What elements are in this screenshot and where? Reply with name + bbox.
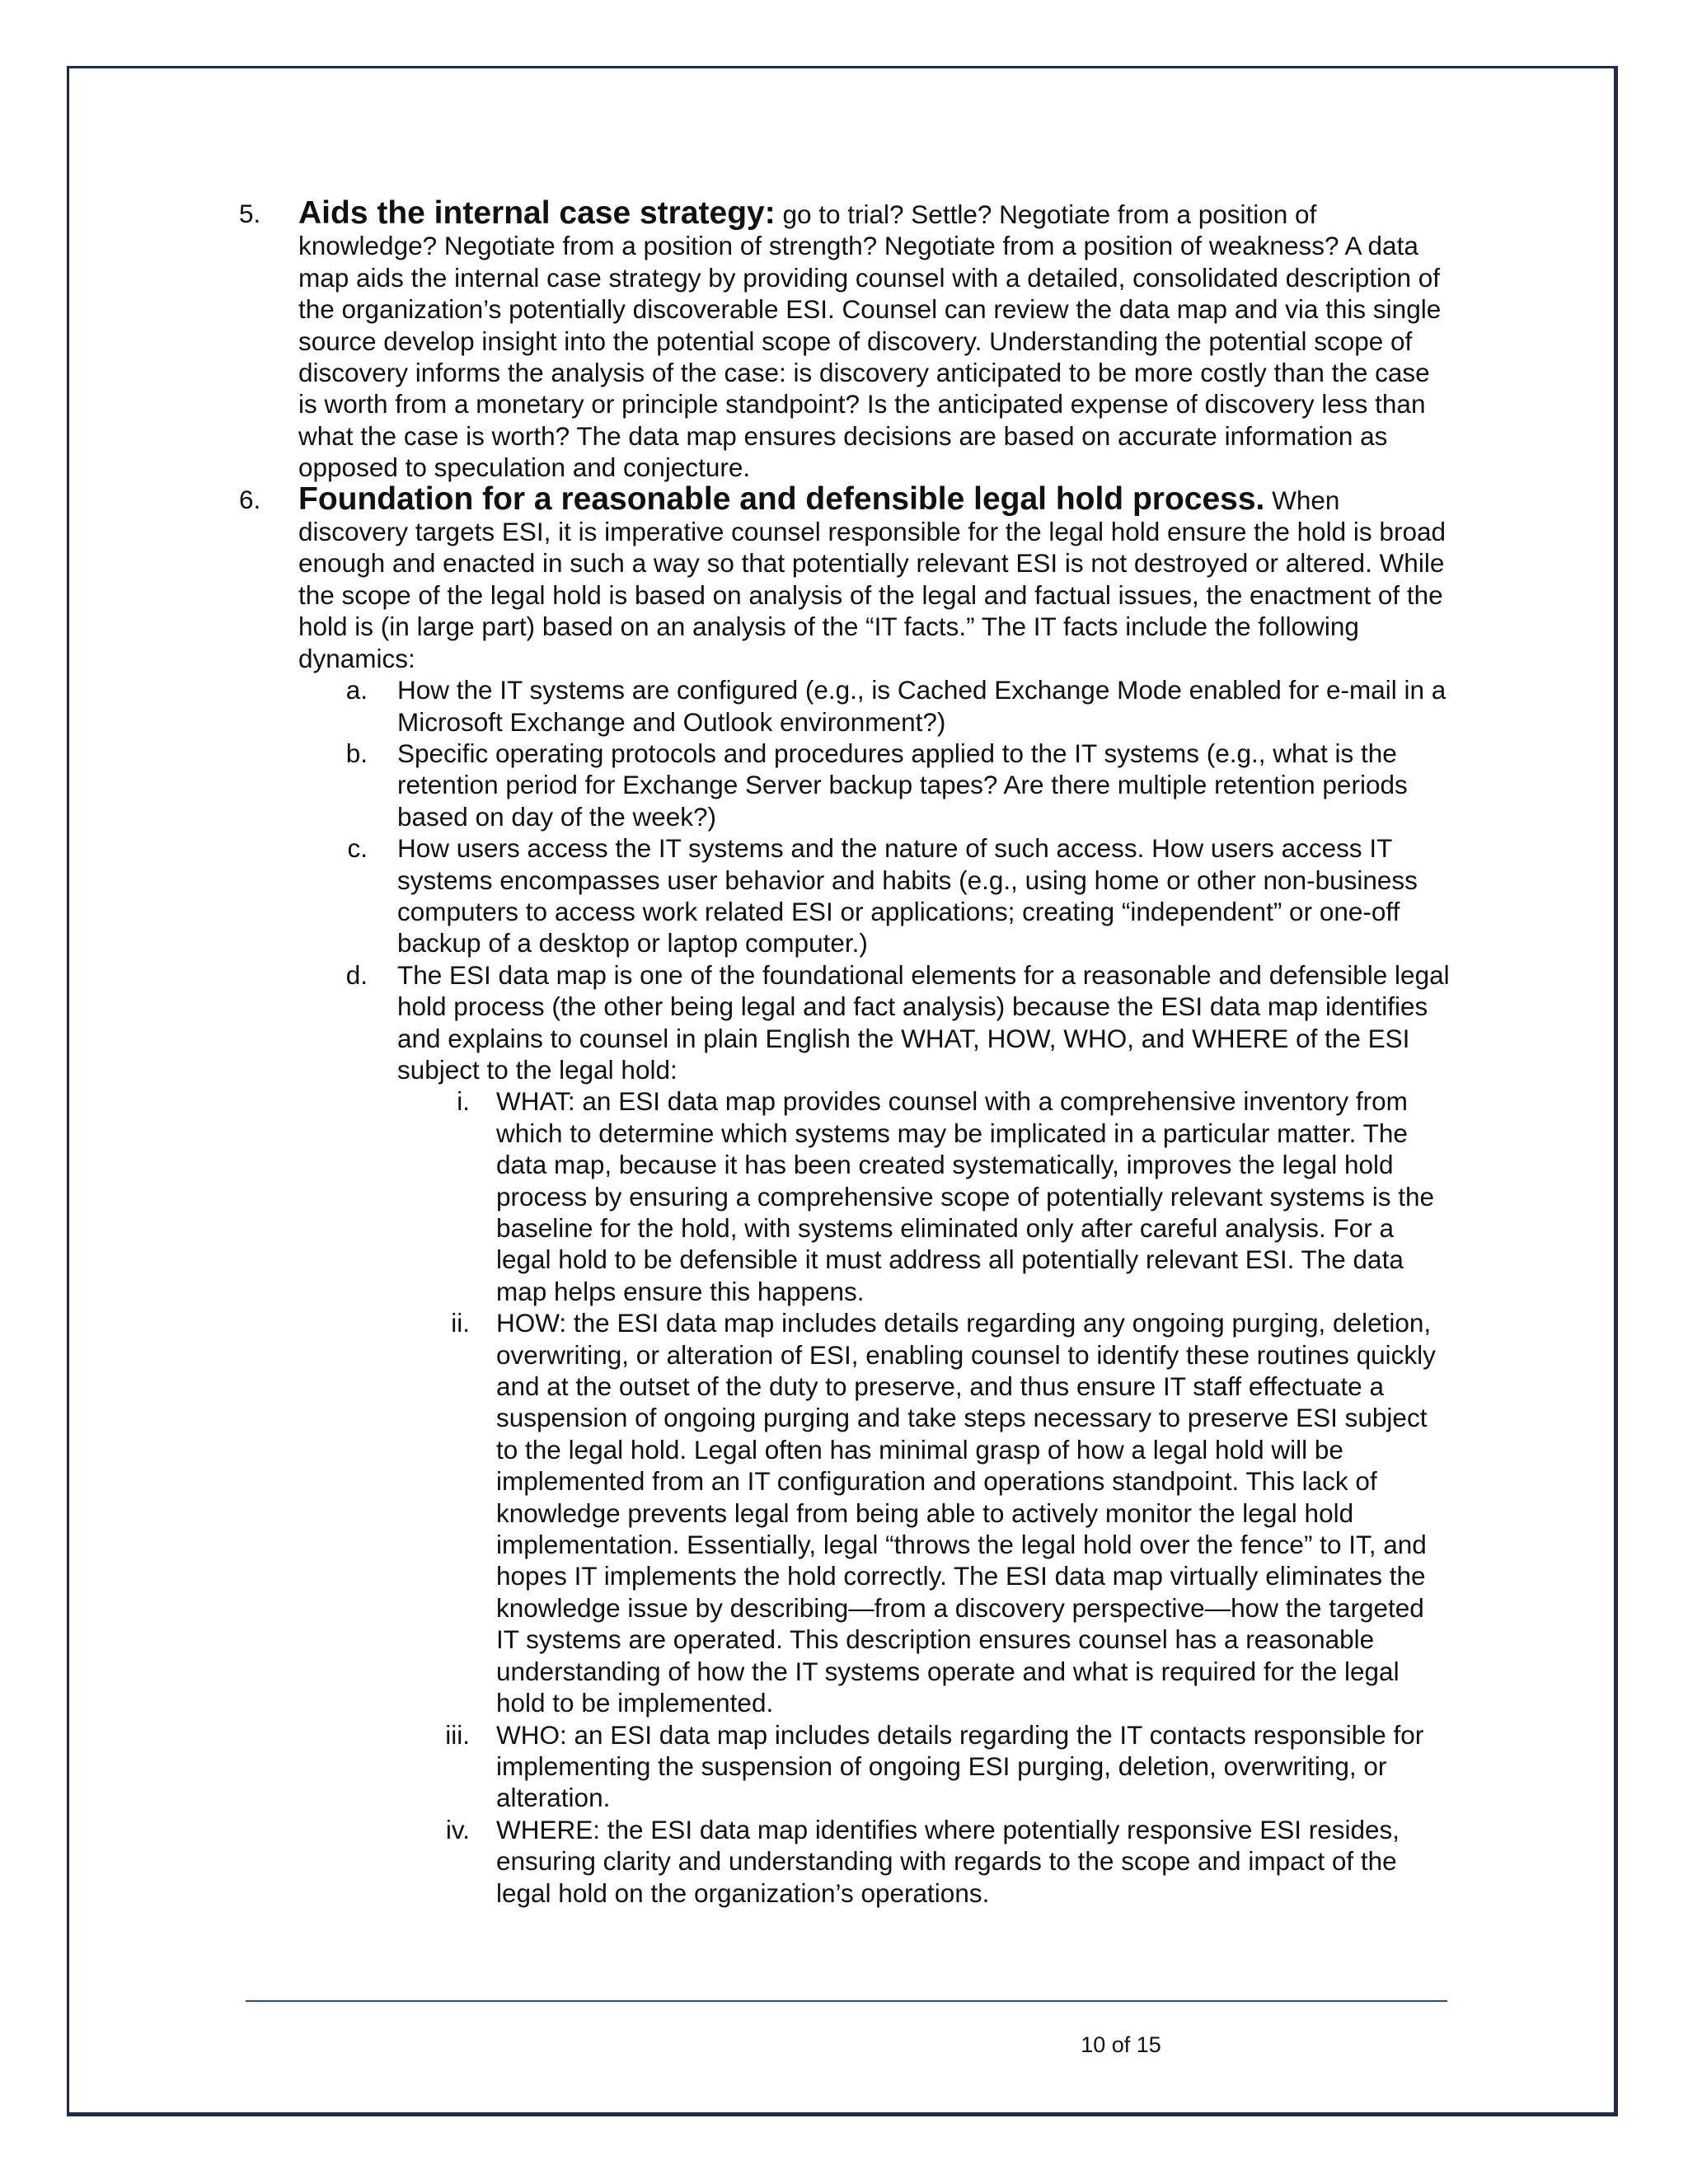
list-item-5 xyxy=(239,195,1451,484)
item-number: iii. xyxy=(445,1719,470,1750)
sub-item-c xyxy=(239,832,1451,959)
item-number: iv. xyxy=(445,1814,470,1844)
item-text: The ESI data map is one of the foundational elements for a reasonable and defensible legal hold process (the other being legal and fact analysis) because the ESI data map identifies and explains to counsel in plain English the WHAT, HOW, WHO, and WHERE of the ESI subject to the legal hold: xyxy=(397,959,1450,1085)
item-text: WHAT: an ESI data map provides counsel with a comprehensive inventory from which to determine which systems may be implicated in a particular matter. The data map, because it has been created systematically, improves the legal hold process by ensuring a comprehensive scope of potentially relevant systems is the baseline for the hold, with systems eliminated only after careful analysis. For a legal hold to be defensible it must address all potentially relevant ESI. The data map helps ensure this happens. xyxy=(496,1086,1435,1306)
item-number: i. xyxy=(457,1086,470,1117)
footer-divider xyxy=(246,2000,1447,2002)
item-text: HOW: the ESI data map includes details regarding any ongoing purging, deletion, overwriting, or alteration of ESI, enabling counsel to identify these routines quickly and at the outset of the duty to preserve, and thus ensure IT staff effectuate a suspension of ongoing purging and take steps necessary to preserve ESI subject to the legal hold. Legal often has minimal grasp of how a legal hold will be implemented from an IT configuration and operations standpoint. This lack of knowledge prevents legal from being able to actively monitor the legal hold implementation. Essentially, legal “throws the legal hold over the fence” to IT, and hopes IT implements the hold correctly. The ESI data map virtually eliminates the knowledge issue by describing—from a discovery perspective—how the targeted IT systems are operated. This description ensures counsel has a reasonable understanding of how the IT systems operate and what is required for the legal hold to be implemented. xyxy=(496,1308,1436,1718)
list-item-6 xyxy=(239,480,1451,674)
item-number: b. xyxy=(345,738,368,768)
item-text: How users access the IT systems and the nature of such access. How users access IT systems encompasses user behavior and habits (e.g., using home or other non-business computers to access work related ESI or applications; creating “independent” or one-off backup of a desktop or laptop computer.) xyxy=(397,833,1418,958)
item-text: When discovery targets ESI, it is imperative counsel responsible for the legal hold ensure the hold is broad enough and enacted in such a way so that potentially relevant ESI is not destroyed or altered. While the scope of the legal hold is based on analysis of the legal and factual issues, the enactment of the hold is (in large part) based on an analysis of the “IT facts.” The IT facts include the following dynamics: xyxy=(298,485,1446,673)
sub-item-d xyxy=(239,959,1451,1086)
page-number: 10 of 15 xyxy=(1081,2032,1161,2057)
item-number: 5. xyxy=(239,199,261,228)
item-text: How the IT systems are configured (e.g., is Cached Exchange Mode enabled for e-mail in a Microsoft Exchange and Outlook environment?) xyxy=(397,675,1447,737)
item-heading: Aids the internal case strategy: xyxy=(298,195,776,231)
item-text: WHERE: the ESI data map identifies where potentially responsive ESI resides, ensuring clarity and understanding with regards to the scope and impact of the legal hold on the organization’s operations. xyxy=(496,1814,1400,1908)
item-number: c. xyxy=(347,833,368,864)
sub-item-b xyxy=(239,738,1451,832)
item-text: go to trial? Settle? Negotiate from a position of knowledge? Negotiate from a position of strength? Negotiate from a position of weakness? A data map aids the internal case strategy by providing counsel with a detailed, consolidated description of the organization’s potentially discoverable ESI. Counsel can review the data map and via this single source develop insight into the potential scope of discovery. Understanding the potential scope of discovery informs the analysis of the case: is discovery anticipated to be more costly than the case is worth from a monetary or principle standpoint? Is the anticipated expense of discovery less than what the case is worth? The data map ensures decisions are based on accurate information as opposed to speculation and conjecture. xyxy=(298,199,1442,483)
sub-sub-item-iv xyxy=(239,1814,1451,1909)
document-body xyxy=(239,195,1451,1909)
item-number: d. xyxy=(345,959,368,990)
item-number: a. xyxy=(345,675,368,705)
item-number: ii. xyxy=(451,1308,470,1338)
sub-sub-item-iii xyxy=(239,1719,1451,1814)
item-text: Specific operating protocols and procedures applied to the IT systems (e.g., what is the retention period for Exchange Server backup tapes? Are there multiple retention periods based on day of the week?) xyxy=(397,738,1408,832)
sub-sub-item-ii xyxy=(239,1307,1451,1718)
item-number: 6. xyxy=(239,484,261,514)
sub-item-a xyxy=(239,674,1451,738)
item-text: WHO: an ESI data map includes details regarding the IT contacts responsible for implementing the suspension of ongoing ESI purging, deletion, overwriting, or alteration. xyxy=(496,1719,1424,1813)
sub-sub-item-i xyxy=(239,1085,1451,1307)
item-heading: Foundation for a reasonable and defensible legal hold process. xyxy=(298,480,1265,517)
